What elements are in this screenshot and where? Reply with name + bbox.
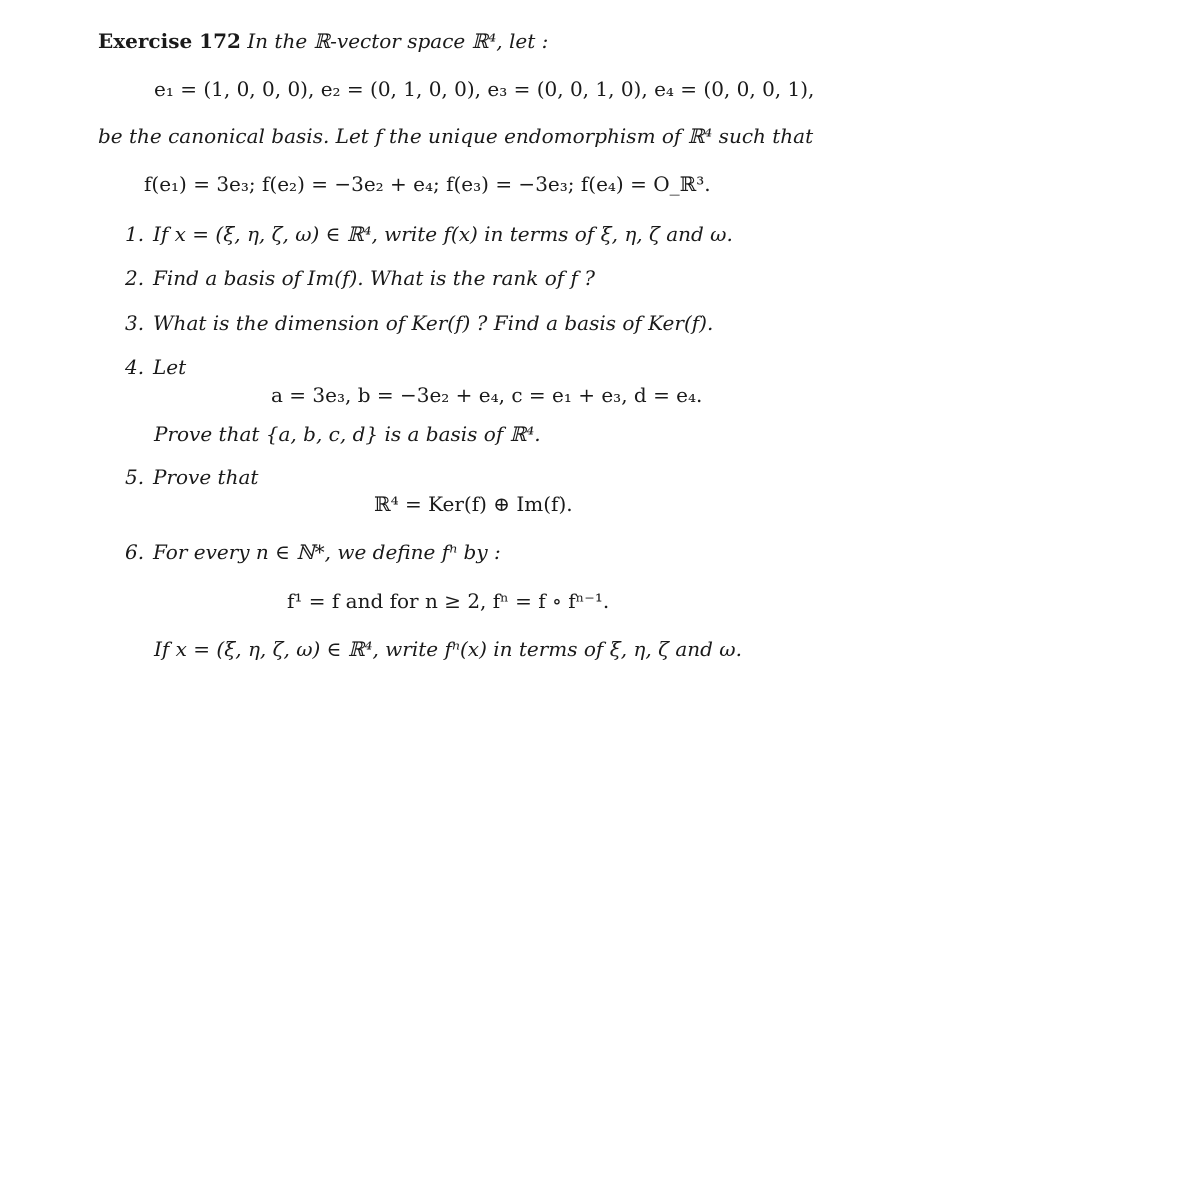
- question-text: Let: [153, 355, 187, 379]
- question-marker: 2.: [125, 266, 145, 290]
- question-item: [125, 355, 186, 379]
- question-text: If x = (ξ, η, ζ, ω) ∈ ℝ⁴, write f(x) in terms of ξ, η, ζ and ω.: [153, 222, 733, 246]
- question-item: [125, 266, 595, 290]
- question-text: Find a basis of Im(f). What is the rank of f ?: [153, 266, 596, 290]
- question-marker: 1.: [125, 222, 145, 246]
- exercise-intro: In the ℝ-vector space ℝ⁴, let :: [247, 29, 549, 53]
- question-marker: 3.: [125, 311, 145, 335]
- canonical-basis-equation: e₁ = (1, 0, 0, 0), e₂ = (0, 1, 0, 0), e₃ = (0, 0, 1, 0), e₄ = (0, 0, 0, 1),: [154, 77, 815, 101]
- question-text: For every n ∈ ℕ*, we define fⁿ by :: [153, 540, 501, 564]
- direct-sum-equation: ℝ⁴ = Ker(f) ⊕ Im(f).: [374, 492, 573, 516]
- prove-basis-sentence: Prove that {a, b, c, d} is a basis of ℝ⁴.: [154, 422, 541, 446]
- question-item: [125, 540, 501, 564]
- vectors-abcd-equation: a = 3e₃, b = −3e₂ + e₄, c = e₁ + e₃, d = e₄.: [271, 383, 703, 407]
- question-text: What is the dimension of Ker(f) ? Find a basis of Ker(f).: [153, 311, 714, 335]
- question-marker: 6.: [125, 540, 145, 564]
- exercise-label: Exercise 172: [98, 29, 241, 53]
- question-marker: 5.: [125, 465, 145, 489]
- question-item: [125, 222, 733, 246]
- images-of-basis-equation: f(e₁) = 3e₃; f(e₂) = −3e₂ + e₄; f(e₃) = −3e₃; f(e₄) = O_ℝ³.: [144, 172, 711, 196]
- canonical-basis-sentence: be the canonical basis. Let f the unique endomorphism of ℝ⁴ such that: [98, 124, 814, 148]
- power-question-sentence: If x = (ξ, η, ζ, ω) ∈ ℝ⁴, write fⁿ(x) in terms of ξ, η, ζ and ω.: [154, 637, 742, 661]
- exercise-heading: [98, 29, 548, 53]
- question-text: Prove that: [153, 465, 259, 489]
- question-item: [125, 311, 713, 335]
- power-definition-equation: f¹ = f and for n ≥ 2, fⁿ = f ∘ fⁿ⁻¹.: [287, 589, 610, 613]
- question-item: [125, 465, 258, 489]
- question-marker: 4.: [125, 355, 145, 379]
